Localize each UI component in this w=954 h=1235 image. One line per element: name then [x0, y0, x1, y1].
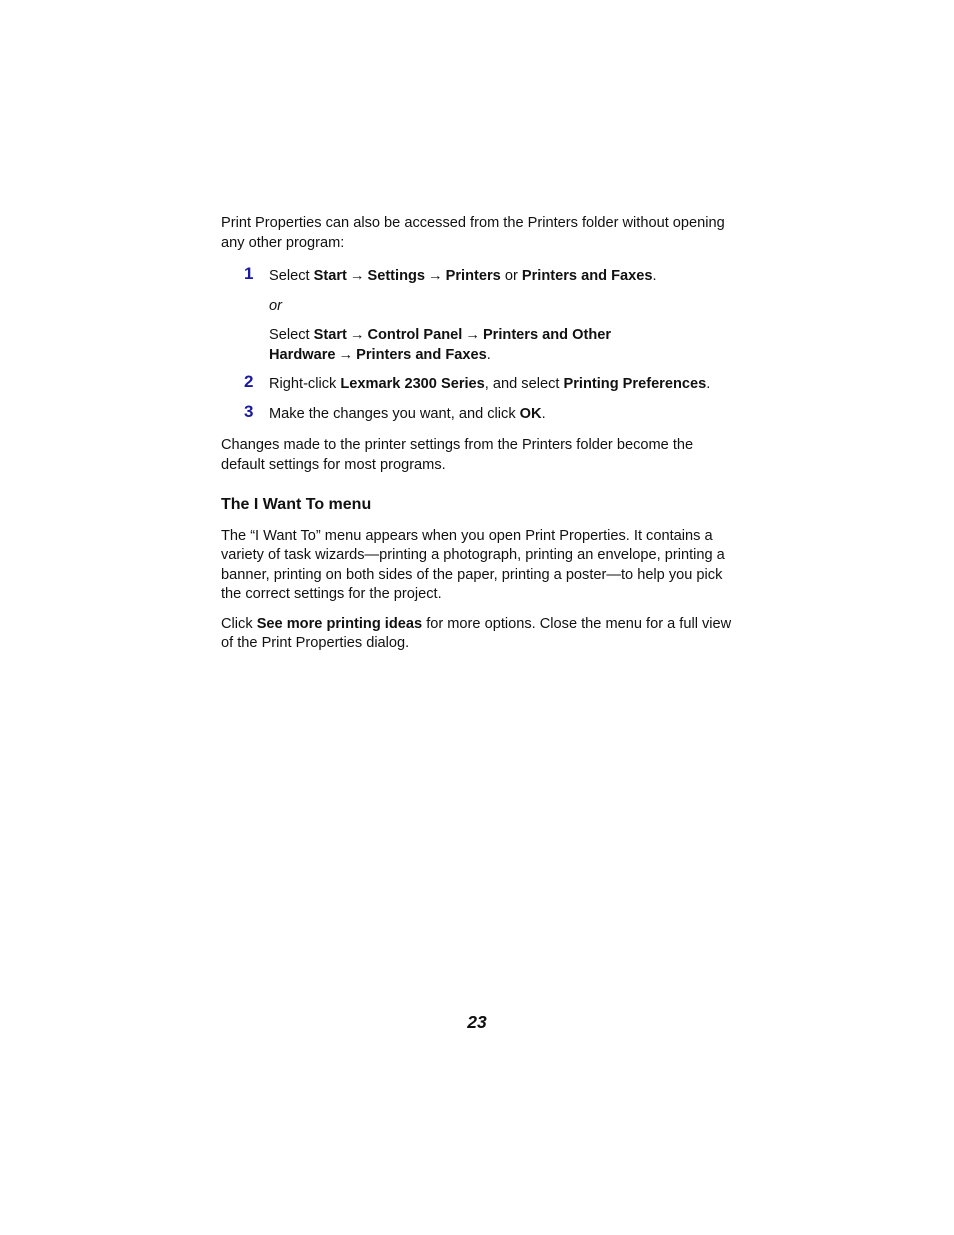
arrow-icon: →	[428, 268, 443, 284]
section-heading: The I Want To menu	[221, 496, 372, 513]
menu-printers: Printers	[445, 268, 501, 284]
arrow-icon: →	[349, 268, 365, 284]
after-steps-paragraph: Changes made to the printer settings from the Printers folder become the default settings for most programs.	[221, 437, 694, 473]
menu-settings: Settings	[367, 268, 426, 284]
printer-name: Lexmark 2300 Series	[340, 376, 485, 392]
arrow-icon: →	[465, 327, 480, 343]
or-separator: or	[269, 297, 282, 314]
arrow-icon: →	[349, 327, 365, 343]
menu-start: Start	[313, 327, 347, 343]
see-more-printing-ideas-label: See more printing ideas	[256, 615, 423, 632]
intro-paragraph: Print Properties can also be accessed from the Printers folder without opening any other program:	[221, 215, 725, 251]
ok-label: OK	[519, 405, 542, 422]
section-paragraph-1: The “I Want To” menu appears when you open Print Properties. It contains a variety of task wizards—printing a photograph, printing an envelope, printing a banner, printing on both sides of the paper, printing a poster—to help you pick the correct settings for the project.	[221, 527, 725, 602]
step-1-alt-instruction: Select Start → Control Panel → Printers and Other Hardware → Printers and Faxes.	[269, 327, 612, 363]
step-3-instruction: Make the changes you want, and click OK.	[269, 405, 546, 422]
page-content	[221, 214, 736, 664]
menu-printing-preferences: Printing Preferences	[563, 376, 707, 392]
step-3	[221, 401, 736, 425]
step-number: 3	[244, 401, 254, 421]
menu-printers-and-other-hardware: Printers and Other Hardware	[269, 327, 612, 363]
step-2	[221, 372, 736, 395]
menu-control-panel: Control Panel	[367, 327, 463, 343]
page-number: 23	[467, 1012, 487, 1032]
step-1	[221, 264, 736, 365]
menu-start: Start	[313, 268, 347, 284]
step-1-instruction: Select Start → Settings → Printers or Printers and Faxes.	[269, 268, 657, 284]
step-2-instruction: Right-click Lexmark 2300 Series, and select Printing Preferences.	[269, 376, 711, 392]
step-number: 1	[244, 264, 254, 283]
arrow-icon: →	[338, 346, 354, 363]
menu-printers-and-faxes: Printers and Faxes	[521, 268, 653, 284]
step-number: 2	[244, 372, 254, 391]
section-paragraph-2: Click See more printing ideas for more options. Close the menu for a full view of the Print Properties dialog.	[221, 615, 732, 651]
menu-printers-and-faxes: Printers and Faxes	[356, 346, 487, 363]
